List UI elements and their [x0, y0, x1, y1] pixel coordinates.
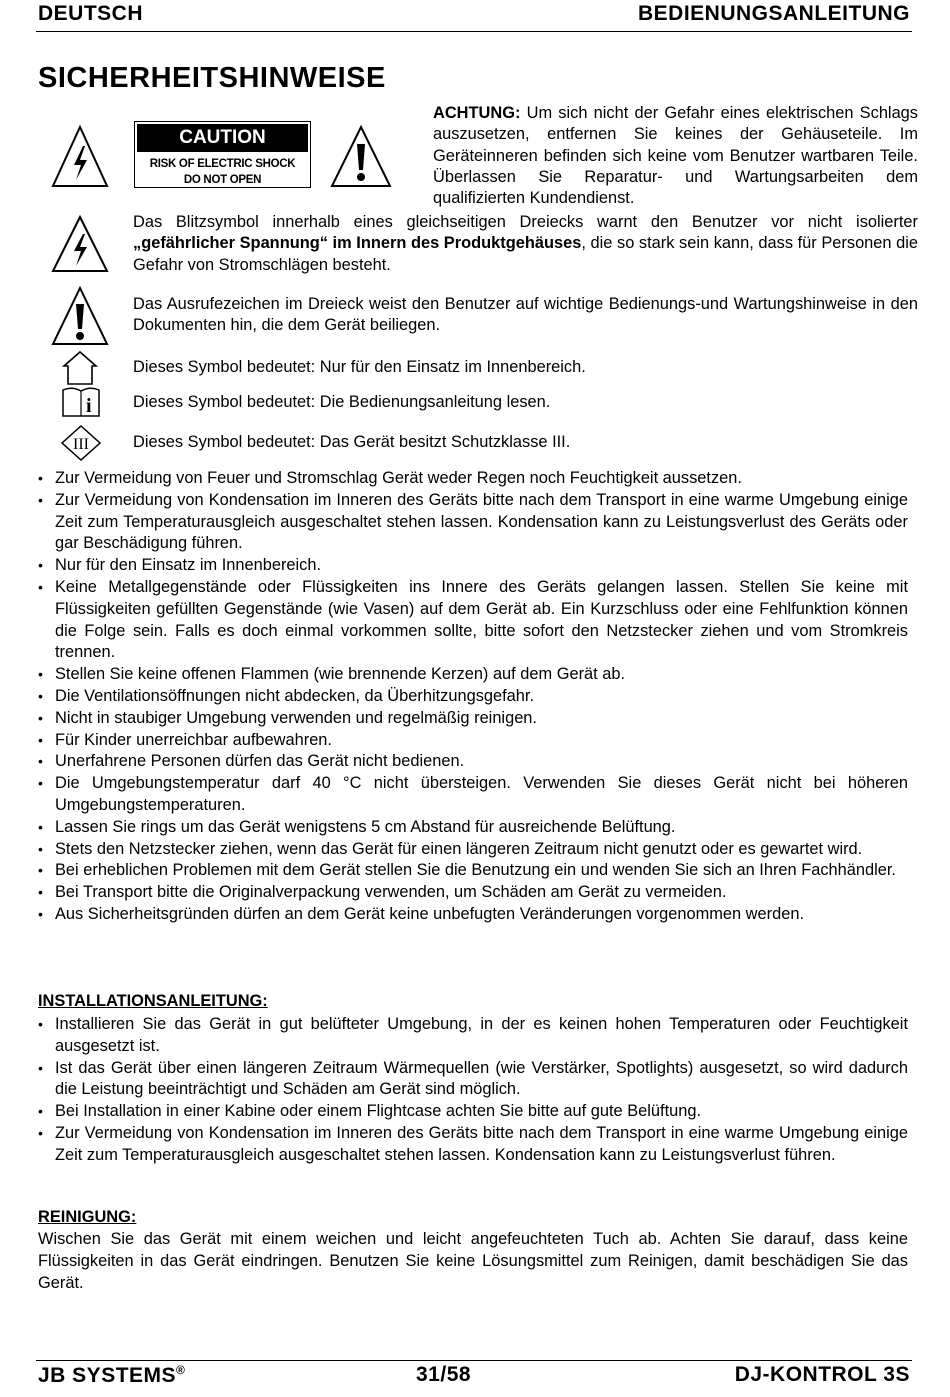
list-item: • Keine Metallgegenstände oder Flüssigkeiten ins Innere des Geräts gelangen lassen. Stellen Sie keine mit Flüssigkeiten gefüllten Gegenstände (wie Vasen) auf dem Gerät ab. Ein Kurzschluss oder eine Fehlfunktion können die Folge sein. Falls es doch einmal vorkommen sollte, bitte sofort den Netzstecker ziehen und vom Stromkreis trennen. — [38, 577, 908, 664]
manual-info-glyph: i — [86, 395, 92, 417]
achtung-text: Um sich nicht der Gefahr eines elektrischen Schlags auszusetzen, entfernen Sie keines der Gehäuseteile. Im Geräteinneren befinden sich keine vom Benutzer wartbaren Teile. Überlassen Sie Reparatur- und Wartungsarbeiten dem qualifizierten Kundendienst. — [433, 104, 918, 208]
list-item: • Aus Sicherheitsgründen dürfen an dem Gerät keine unbefugten Veränderungen vorgenommen werden. — [38, 904, 908, 926]
footer-brand — [38, 1363, 185, 1388]
exclamation-symbol-text: Das Ausrufezeichen im Dreieck weist den Benutzer auf wichtige Bedienungs-und Wartungshinweise in den Dokumenten hin, die dem Gerät beiliegen. — [133, 295, 918, 335]
footer-rule — [36, 1360, 912, 1361]
footer-registered-mark: ® — [176, 1363, 186, 1377]
list-item: • Die Umgebungstemperatur darf 40 °C nicht übersteigen. Verwenden Sie dieses Gerät nicht bei höheren Umgebungstemperaturen. — [38, 773, 908, 817]
list-item: • Stellen Sie keine offenen Flammen (wie brennende Kerzen) auf dem Gerät ab. — [38, 664, 908, 686]
list-item: • Installieren Sie das Gerät in gut belüfteter Umgebung, in der es keinen hohen Temperaturen oder Feuchtigkeit ausgesetzt ist. — [38, 1014, 908, 1058]
list-item: • Für Kinder unerreichbar aufbewahren. — [38, 730, 908, 752]
footer-model: DJ-KONTROL 3S — [734, 1363, 910, 1386]
class3-glyph: III — [73, 436, 89, 453]
installation-list — [38, 1014, 908, 1167]
achtung-label: ACHTUNG: — [433, 104, 521, 122]
list-item: • Bei Transport bitte die Originalverpackung verwenden, um Schäden am Gerät zu vermeiden. — [38, 882, 908, 904]
header-language: DEUTSCH — [38, 2, 144, 25]
caution-line-2: DO NOT OPEN — [183, 174, 262, 186]
achtung-paragraph — [433, 103, 918, 209]
indoor-symbol-text: Dieses Symbol bedeutet: Nur für den Einsatz im Innenbereich. — [133, 358, 586, 376]
list-item: • Nicht in staubiger Umgebung verwenden und regelmäßig reinigen. — [38, 708, 908, 730]
exclamation-warning-icon — [329, 124, 393, 189]
list-item: • Zur Vermeidung von Kondensation im Inneren des Geräts bitte nach dem Transport in eine warme Umgebung einige Zeit zum Temperaturausgleich ausgeschaltet stehen lassen. Kondensation kann zu Leistungsverlust führen. — [38, 1123, 908, 1167]
list-item: • Unerfahrene Personen dürfen das Gerät nicht bedienen. — [38, 751, 908, 773]
lightning-symbol-text — [133, 212, 918, 276]
manual-symbol-text: Dieses Symbol bedeutet: Die Bedienungsanleitung lesen. — [133, 393, 551, 411]
header-doc-type: BEDIENUNGSANLEITUNG — [637, 2, 910, 25]
caution-label — [134, 121, 311, 188]
list-item: • Ist das Gerät über einen längeren Zeitraum Wärmequellen (wie Verstärker, Spotlights) ausgesetzt, so wird dadurch die Leistung beeinträchtigt und Schäden am Gerät sind möglich. — [38, 1058, 908, 1102]
header-rule — [36, 31, 912, 32]
footer-page-number: 31/58 — [416, 1363, 472, 1386]
class3-symbol-text: Dieses Symbol bedeutet: Das Gerät besitzt Schutzklasse III. — [133, 433, 571, 451]
footer-brand-name: JB SYSTEMS — [38, 1364, 177, 1387]
caution-line-1: RISK OF ELECTRIC SHOCK — [149, 158, 296, 170]
list-item: • Stets den Netzstecker ziehen, wenn das Gerät für einen längeren Zeitraum nicht genutzt oder es gewartet wird. — [38, 839, 908, 861]
lightning-symbol-icon — [50, 214, 110, 274]
list-item: • Die Ventilationsöffnungen nicht abdecken, da Überhitzungsgefahr. — [38, 686, 908, 708]
list-item: • Bei Installation in einer Kabine oder einem Flightcase achten Sie bitte auf gute Belüftung. — [38, 1101, 908, 1123]
list-item: • Lassen Sie rings um das Gerät wenigstens 5 cm Abstand für ausreichende Belüftung. — [38, 817, 908, 839]
list-item: • Nur für den Einsatz im Innenbereich. — [38, 555, 908, 577]
lightning-text-part1: Das Blitzsymbol innerhalb eines gleichseitigen Dreiecks warnt den Benutzer vor nicht isolierter — [133, 213, 918, 231]
list-item: • Zur Vermeidung von Kondensation im Inneren des Geräts bitte nach dem Transport in eine warme Umgebung einige Zeit zum Temperaturausgleich ausgeschaltet stehen lassen. Kondensation kann zu Leistungsverlust des Geräts oder gar Beschädigung führen. — [38, 490, 908, 555]
list-item: • Zur Vermeidung von Feuer und Stromschlag Gerät weder Regen noch Feuchtigkeit aussetzen. — [38, 468, 908, 490]
indoor-use-icon — [62, 350, 98, 386]
cleaning-text: Wischen Sie das Gerät mit einem weichen und leicht angefeuchteten Tuch ab. Achten Sie darauf, dass keine Flüssigkeiten in das Gerät eindringen. Benutzen Sie keine Lösungsmittel zum Reinigen, damit beschädigen Sie das Gerät. — [38, 1230, 908, 1292]
lightning-warning-icon — [50, 124, 110, 189]
read-manual-icon — [60, 386, 102, 418]
list-item: • Bei erheblichen Problemen mit dem Gerät stellen Sie die Benutzung ein und wenden Sie sich an Ihren Fachhändler. — [38, 860, 908, 882]
protection-class-3-icon — [60, 424, 102, 462]
safety-list — [38, 468, 908, 926]
exclamation-symbol-icon — [50, 285, 110, 347]
page-title: SICHERHEITSHINWEISE — [38, 62, 386, 94]
installation-heading: INSTALLATIONSANLEITUNG: — [38, 992, 268, 1010]
cleaning-heading: REINIGUNG: — [38, 1208, 137, 1226]
lightning-text-bold: „gefährlicher Spannung“ im Innern des Produktgehäuses — [133, 234, 582, 253]
lightning-text-part2: , die so stark sein kann, dass für Personen die Gefahr von Stromschlägen besteht. — [133, 234, 919, 274]
caution-heading: CAUTION — [137, 124, 308, 152]
